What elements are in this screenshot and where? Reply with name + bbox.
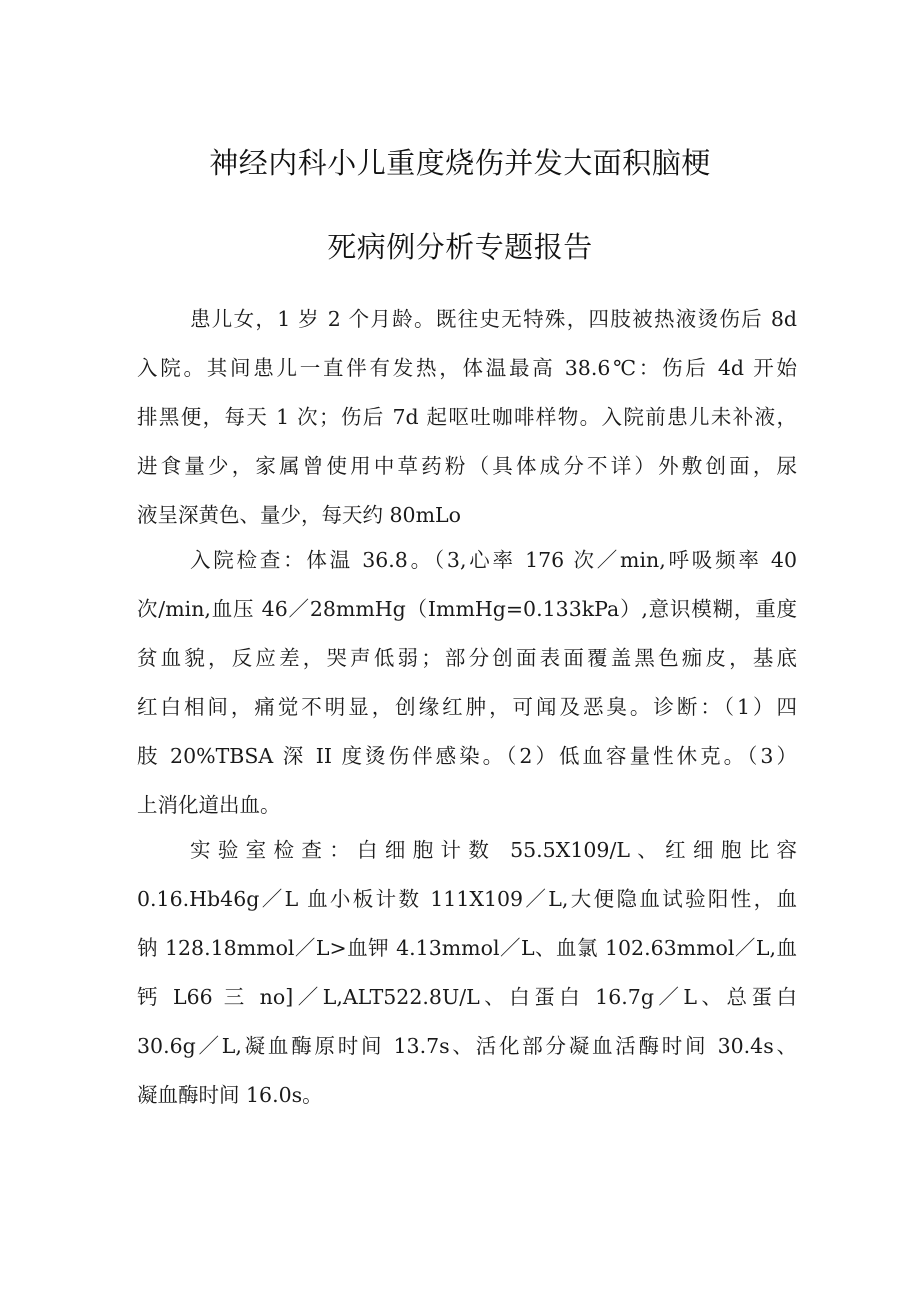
- paragraph-line: 进食量少，家属曾使用中草药粉（具体成分不详）外敷创面，尿: [137, 454, 797, 478]
- document-title-line-1: 神经内科小儿重度烧伤并发大面积脑梗: [209, 146, 711, 180]
- paragraph-line: 实验室检查：白细胞计数 55.5X109/L、红细胞比容: [190, 838, 797, 862]
- paragraph-line: 凝血酶时间 16.0s。: [137, 1083, 323, 1107]
- document-title-line-2: 死病例分析专题报告: [327, 230, 593, 264]
- paragraph-line: 30.6g／L,凝血酶原时间 13.7s、活化部分凝血活酶时间 30.4s、: [137, 1034, 797, 1058]
- paragraph-line: 钠 128.18mmol／L>血钾 4.13mmol／L、血氯 102.63mmol／L,血: [137, 936, 797, 960]
- paragraph-line: 上消化道出血。: [137, 793, 281, 817]
- paragraph-line: 入院。其间患儿一直伴有发热，体温最高 38.6℃：伤后 4d 开始: [137, 356, 797, 380]
- paragraph-line: 0.16.Hb46g／L 血小板计数 111X109／L,大便隐血试验阳性，血: [137, 887, 797, 911]
- paragraph-line: 液呈深黄色、量少，每天约 80mLo: [137, 503, 461, 527]
- paragraph-line: 患儿女，1 岁 2 个月龄。既往史无特殊，四肢被热液烫伤后 8d: [190, 307, 797, 331]
- paragraph-line: 贫血貌，反应差，哭声低弱；部分创面表面覆盖黑色痂皮，基底: [137, 646, 797, 670]
- paragraph-line: 排黑便，每天 1 次；伤后 7d 起呕吐咖啡样物。入院前患儿未补液，: [137, 405, 797, 429]
- paragraph-line: 次/min,血压 46／28mmHg（ImmHg=0.133kPa）,意识模糊，重度: [137, 597, 797, 621]
- paragraph-line: 钙 L66 三 no]／L,ALT522.8U/L、白蛋白 16.7g／L、总蛋白: [137, 985, 797, 1009]
- paragraph-line: 入院检查：体温 36.8。（3,心率 176 次／min,呼吸频率 40: [190, 548, 797, 572]
- paragraph-line: 红白相间，痛觉不明显，创缘红肿，可闻及恶臭。诊断：（1）四: [137, 695, 797, 719]
- paragraph-line: 肢 20%TBSA 深 II 度烫伤伴感染。（2）低血容量性休克。（3）: [137, 744, 797, 768]
